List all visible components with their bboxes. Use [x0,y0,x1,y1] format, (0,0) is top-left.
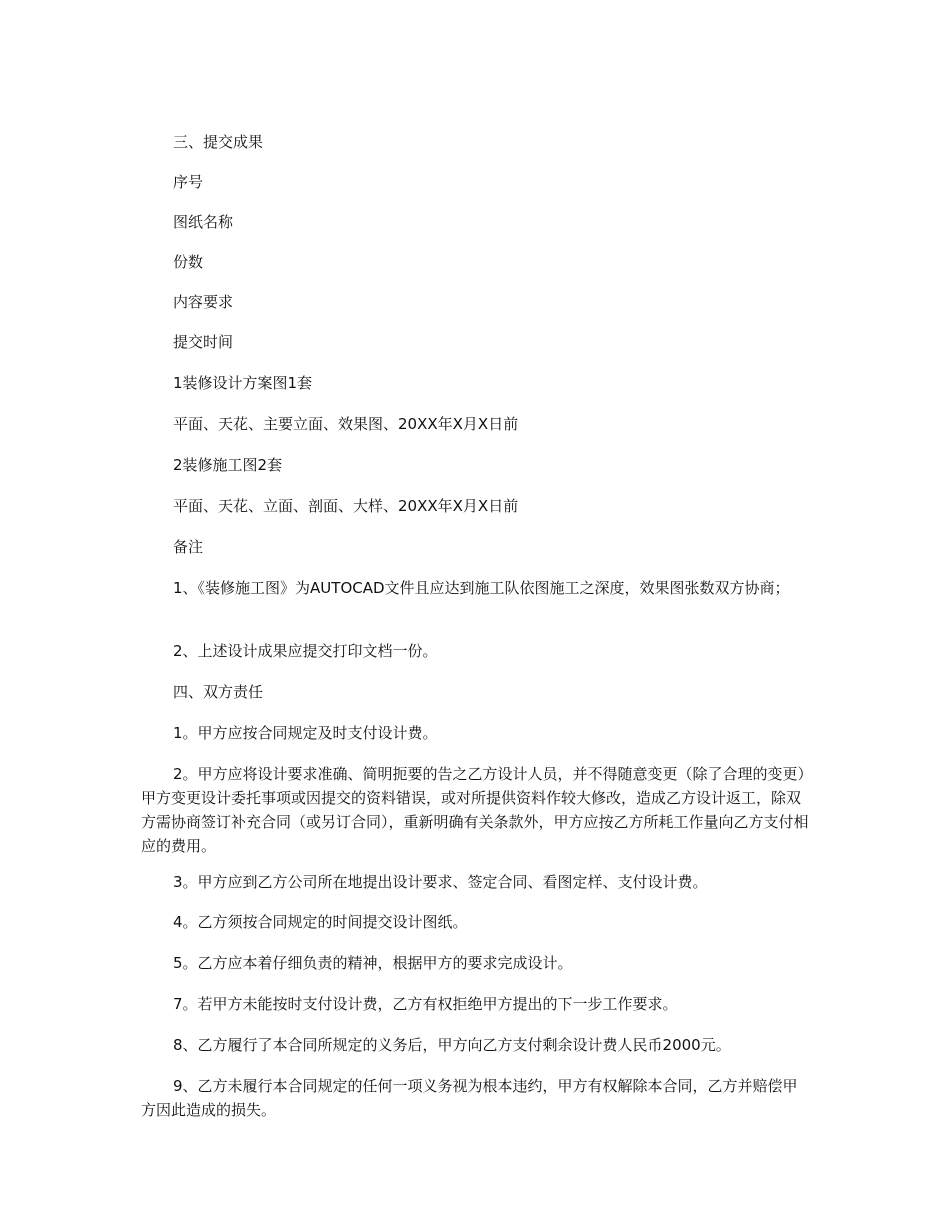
duty-item-3: 3。甲方应到乙方公司所在地提出设计要求、签定合同、看图定样、支付设计费。 [173,873,708,891]
table-header-copies: 份数 [173,253,204,271]
table-row-2-content: 平面、天花、立面、剖面、大样、20XX年X月X日前 [173,497,519,515]
duty-item-8: 8、乙方履行了本合同所规定的义务后，甲方向乙方支付剩余设计费人民币2000元。 [173,1036,731,1054]
notes-heading: 备注 [173,538,204,556]
table-header-submit-time: 提交时间 [173,333,234,351]
table-header-drawing-name: 图纸名称 [173,213,234,231]
duty-item-2: 2。甲方应将设计要求准确、简明扼要的告之乙方设计人员，并不得随意变更（除了合理的变更）甲方变更设计委托事项或因提交的资料错误，或对所提供资料作较大修改，造成乙方设计返工，除双方需协商签订补充合同（或另订合同），重新明确有关条款外，甲方应按乙方所耗工作量向乙方支付相应的费用。 [141,765,809,855]
note-item-1: 1、《装修施工图》为AUTOCAD文件且应达到施工队依图施工之深度，效果图张数双方协商； [173,579,790,597]
section-heading-4: 四、双方责任 [173,683,264,701]
duty-item-5: 5。乙方应本着仔细负责的精神，根据甲方的要求完成设计。 [173,954,573,972]
table-row-1-content: 平面、天花、主要立面、效果图、20XX年X月X日前 [173,415,519,433]
duty-item-7: 7。若甲方未能按时支付设计费，乙方有权拒绝甲方提出的下一步工作要求。 [173,995,678,1013]
duty-item-9: 9、乙方未履行本合同规定的任何一项义务视为根本违约，甲方有权解除本合同，乙方并赔偿甲方因此造成的损失。 [141,1077,798,1119]
table-row-2-name: 2装修施工图2套 [173,456,283,474]
section-heading-3: 三、提交成果 [173,133,264,151]
note-item-2: 2、上述设计成果应提交打印文档一份。 [173,642,438,660]
table-header-serial: 序号 [173,173,204,191]
table-header-content: 内容要求 [173,293,234,311]
duty-item-4: 4。乙方须按合同规定的时间提交设计图纸。 [173,913,468,931]
table-row-1-name: 1装修设计方案图1套 [173,374,313,392]
duty-item-1: 1。甲方应按合同规定及时支付设计费。 [173,724,438,742]
